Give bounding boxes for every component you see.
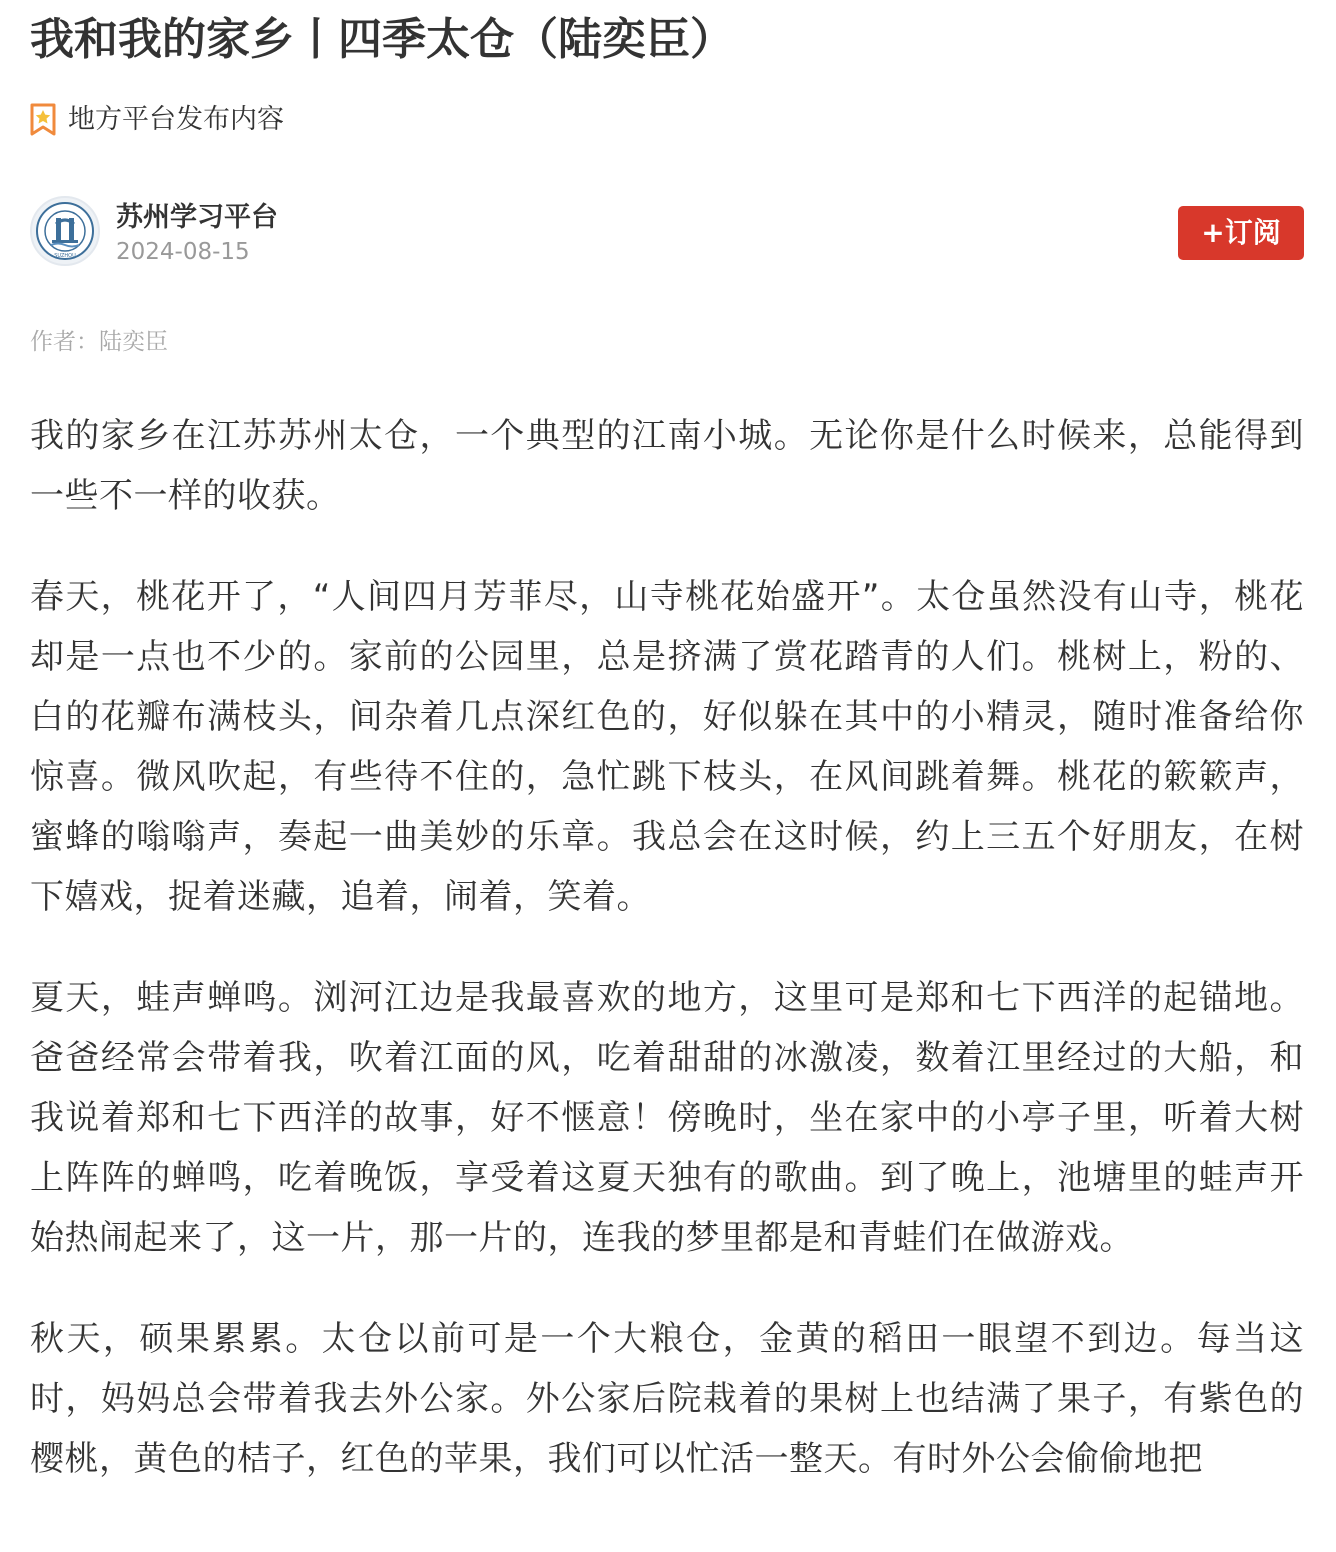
subscribe-button[interactable]: +订阅 [1178, 206, 1304, 260]
article-paragraph: 我的家乡在江苏苏州太仓，一个典型的江南小城。无论你是什么时候来，总能得到一些不一样的收获。 [30, 416, 1304, 516]
source-tag-label: 地方平台发布内容 [68, 104, 284, 135]
article-paragraph: 秋天，硕果累累。太仓以前可是一个大粮仓，金黄的稻田一眼望不到边。每当这时，妈妈总会带着我去外公家。外公家后院栽着的果树上也结满了果子，有紫色的樱桃，黄色的桔子，红色的苹果，我们可以忙活一整天。有时外公会偷偷地把 [30, 1319, 1304, 1479]
publisher-avatar[interactable] [30, 196, 100, 266]
article-body [30, 406, 1304, 1530]
publisher-bar [30, 196, 1304, 270]
suzhou-logo-icon [32, 198, 98, 264]
bookmark-star-icon [30, 103, 56, 137]
author-line: 作者：陆奕臣 [30, 329, 168, 355]
article-paragraph: 春天，桃花开了，“人间四月芳菲尽，山寺桃花始盛开”。太仓虽然没有山寺，桃花却是一点也不少的。家前的公园里，总是挤满了赏花踏青的人们。桃树上，粉的、白的花瓣布满枝头，间杂着几点深红色的，好似躲在其中的小精灵，随时准备给你惊喜。微风吹起，有些待不住的，急忙跳下枝头，在风间跳着舞。桃花的簌簌声，蜜蜂的嗡嗡声，奏起一曲美妙的乐章。我总会在这时候，约上三五个好朋友，在树下嬉戏，捉着迷藏，追着，闹着，笑着。 [30, 577, 1304, 917]
article-paragraph: 夏天，蛙声蝉鸣。浏河江边是我最喜欢的地方，这里可是郑和七下西洋的起锚地。爸爸经常会带着我，吹着江面的风，吃着甜甜的冰激凌，数着江里经过的大船，和我说着郑和七下西洋的故事，好不惬意！傍晚时，坐在家中的小亭子里，听着大树上阵阵的蝉鸣，吃着晚饭，享受着这夏天独有的歌曲。到了晚上，池塘里的蛙声开始热闹起来了，这一片，那一片的，连我的梦里都是和青蛙们在做游戏。 [30, 978, 1304, 1258]
article-title: 我和我的家乡丨四季太仓（陆奕臣） [30, 14, 734, 65]
publish-date: 2024-08-15 [116, 239, 250, 265]
source-tag [30, 100, 284, 140]
publisher-name[interactable]: 苏州学习平台 [116, 202, 278, 233]
publisher-logo-text: SUZHOU [54, 253, 76, 259]
